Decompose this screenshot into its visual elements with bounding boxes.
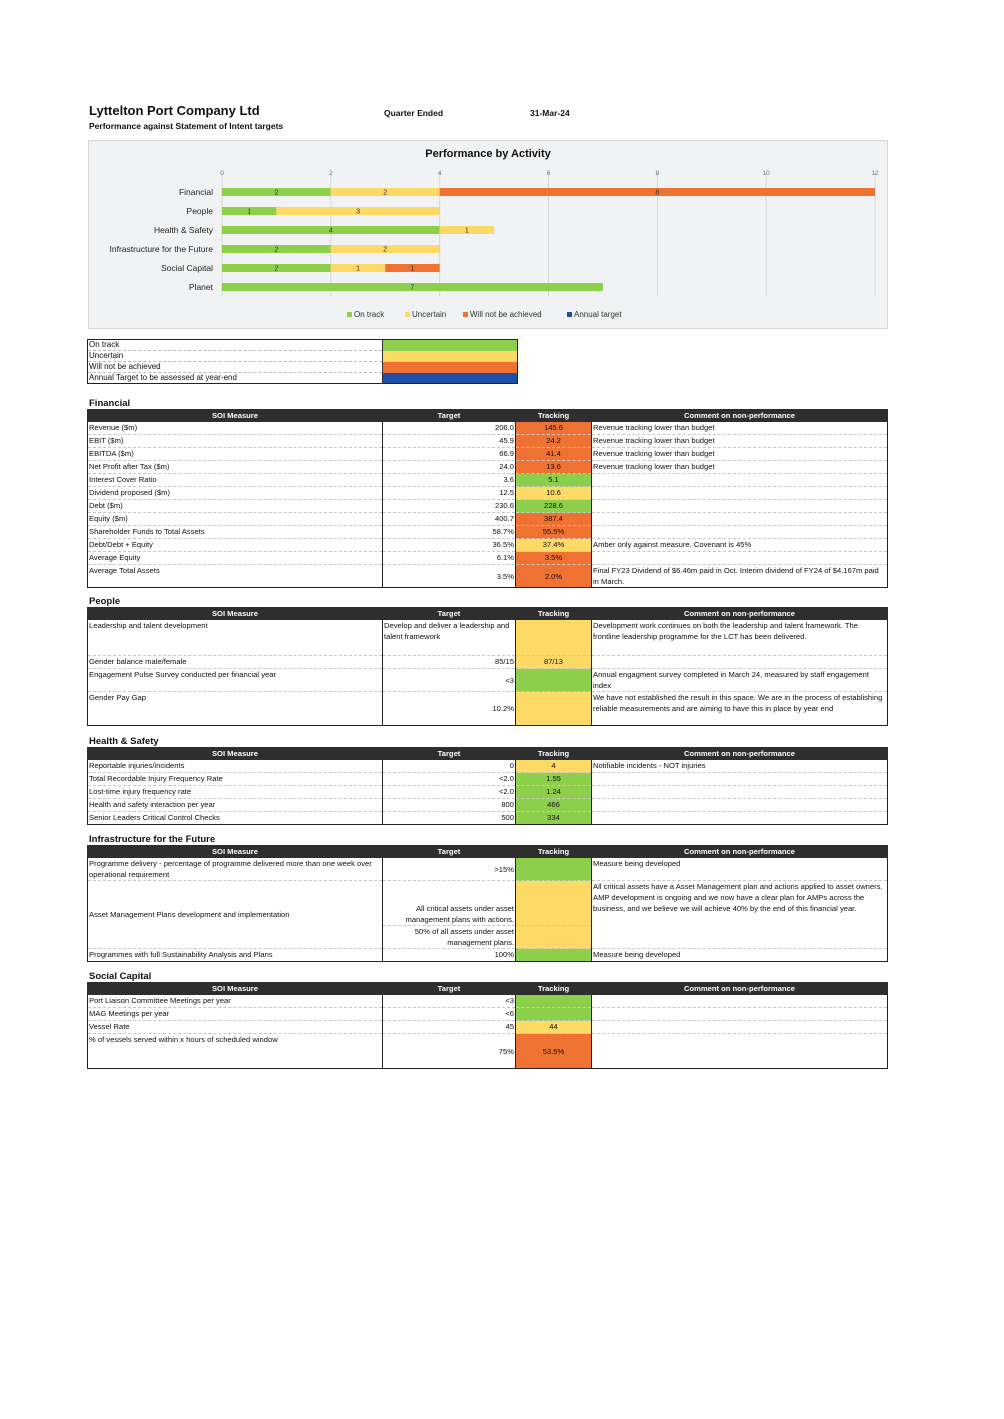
tracking-cell: 1.55 bbox=[516, 773, 592, 786]
comment-cell: Amber only against measure. Covenant is 45% bbox=[592, 539, 888, 552]
target-cell: <2.0 bbox=[383, 786, 516, 799]
chart-title: Performance by Activity bbox=[425, 148, 551, 160]
table-row bbox=[88, 474, 888, 487]
table-row bbox=[88, 812, 888, 825]
table-header-row bbox=[88, 846, 888, 858]
table-row bbox=[88, 669, 888, 692]
data-label: 1 bbox=[464, 227, 469, 235]
tracking-cell: 145.6 bbox=[516, 422, 592, 435]
tracking-cell bbox=[516, 949, 592, 962]
tracking-cell: 387.4 bbox=[516, 513, 592, 526]
column-header-measure: SOI Measure bbox=[88, 748, 383, 760]
comment-cell bbox=[592, 799, 888, 812]
tracking-cell bbox=[516, 620, 592, 656]
comment-cell: Revenue tracking lower than budget bbox=[592, 461, 888, 474]
table-row bbox=[88, 422, 888, 435]
legend-swatch-annual bbox=[383, 373, 518, 384]
target-cell: 10.2% bbox=[383, 692, 516, 726]
target-cell: All critical assets under asset management plans with actions. bbox=[383, 881, 516, 926]
people-table bbox=[87, 607, 888, 726]
column-header-tracking: Tracking bbox=[516, 983, 592, 995]
x-tick-label: 2 bbox=[329, 170, 333, 177]
comment-cell bbox=[592, 513, 888, 526]
table-row bbox=[88, 435, 888, 448]
table-row bbox=[88, 858, 888, 881]
tracking-cell: 55.5% bbox=[516, 526, 592, 539]
column-header-comment: Comment on non-performance bbox=[592, 846, 888, 858]
x-tick-label: 10 bbox=[762, 170, 770, 177]
data-label: 1 bbox=[410, 265, 415, 273]
column-header-comment: Comment on non-performance bbox=[592, 748, 888, 760]
comment-cell bbox=[592, 1021, 888, 1034]
comment-cell bbox=[592, 526, 888, 539]
comment-cell bbox=[592, 500, 888, 513]
target-cell: 100% bbox=[383, 949, 516, 962]
column-header-tracking: Tracking bbox=[516, 748, 592, 760]
measure-cell: EBITDA ($m) bbox=[88, 448, 383, 461]
column-header-comment: Comment on non-performance bbox=[592, 410, 888, 422]
target-cell: 45.9 bbox=[383, 435, 516, 448]
comment-cell bbox=[592, 656, 888, 669]
tracking-cell: 4 bbox=[516, 760, 592, 773]
table-row bbox=[88, 565, 888, 588]
category-label: Financial bbox=[178, 187, 213, 197]
social-capital-table bbox=[87, 982, 888, 1069]
comment-cell: Revenue tracking lower than budget bbox=[592, 448, 888, 461]
measure-cell: Revenue ($m) bbox=[88, 422, 383, 435]
target-cell: 500 bbox=[383, 812, 516, 825]
target-cell: <3 bbox=[383, 669, 516, 692]
tracking-cell: 334 bbox=[516, 812, 592, 825]
table-row bbox=[88, 461, 888, 474]
comment-cell: We have not established the result in this space. We are in the process of establishing reliable measurements and are aiming to have this in place by year end bbox=[592, 692, 888, 726]
quarter-date: 31-Mar-24 bbox=[530, 108, 570, 118]
tracking-cell: 228.6 bbox=[516, 500, 592, 513]
tracking-cell: 466 bbox=[516, 799, 592, 812]
performance-chart bbox=[88, 140, 888, 329]
tracking-cell bbox=[516, 669, 592, 692]
x-tick-label: 8 bbox=[655, 170, 660, 177]
legend-swatch-will-not bbox=[383, 362, 518, 373]
column-header-tracking: Tracking bbox=[516, 608, 592, 620]
table-row bbox=[88, 1034, 888, 1069]
measure-cell: Engagement Pulse Survey conducted per financial year bbox=[88, 669, 383, 692]
column-header-measure: SOI Measure bbox=[88, 410, 383, 422]
measure-cell: Gender Pay Gap bbox=[88, 692, 383, 726]
tracking-cell bbox=[516, 995, 592, 1008]
tracking-cell: 1.24 bbox=[516, 786, 592, 799]
measure-cell: Net Profit after Tax ($m) bbox=[88, 461, 383, 474]
target-cell: Develop and deliver a leadership and talent framework bbox=[383, 620, 516, 656]
table-row bbox=[88, 620, 888, 656]
health-safety-table bbox=[87, 747, 888, 825]
section-title-social: Social Capital bbox=[89, 971, 152, 982]
legend-label: Will not be achieved bbox=[88, 362, 383, 373]
comment-cell bbox=[592, 1034, 888, 1069]
section-title-infra: Infrastructure for the Future bbox=[89, 834, 216, 845]
data-label: 2 bbox=[274, 189, 279, 197]
tracking-cell bbox=[516, 858, 592, 881]
table-row bbox=[88, 773, 888, 786]
legend-entry: Annual target bbox=[574, 310, 622, 319]
financial-table bbox=[87, 409, 888, 588]
legend-entry: Will not be achieved bbox=[470, 310, 542, 319]
measure-cell: Reportable injuries/incidents bbox=[88, 760, 383, 773]
target-cell: 36.5% bbox=[383, 539, 516, 552]
column-header-tracking: Tracking bbox=[516, 410, 592, 422]
tracking-cell: 3.5% bbox=[516, 552, 592, 565]
company-name: Lyttelton Port Company Ltd bbox=[89, 103, 260, 118]
table-row bbox=[88, 656, 888, 669]
table-row bbox=[88, 692, 888, 726]
tracking-cell bbox=[516, 1008, 592, 1021]
table-row bbox=[88, 799, 888, 812]
tracking-cell: 10.6 bbox=[516, 487, 592, 500]
target-cell: 50% of all assets under asset management plans. bbox=[383, 926, 516, 949]
table-row bbox=[88, 760, 888, 773]
section-title-financial: Financial bbox=[89, 398, 131, 409]
target-cell: 206.0 bbox=[383, 422, 516, 435]
status-legend-table bbox=[87, 339, 518, 384]
tracking-cell bbox=[516, 692, 592, 726]
table-row bbox=[88, 1021, 888, 1034]
tracking-cell: 24.2 bbox=[516, 435, 592, 448]
target-cell: 400.7 bbox=[383, 513, 516, 526]
data-label: 3 bbox=[356, 208, 360, 216]
category-label: Social Capital bbox=[161, 263, 213, 273]
category-label: People bbox=[186, 206, 213, 216]
column-header-target: Target bbox=[383, 748, 516, 760]
comment-cell bbox=[592, 474, 888, 487]
table-row bbox=[88, 786, 888, 799]
legend-swatch-uncertain bbox=[383, 351, 518, 362]
legend-swatch bbox=[347, 312, 352, 317]
legend-row bbox=[88, 373, 518, 384]
table-row bbox=[88, 513, 888, 526]
measure-cell: Lost-time injury frequency rate bbox=[88, 786, 383, 799]
table-row bbox=[88, 448, 888, 461]
comment-cell: Measure being developed bbox=[592, 949, 888, 962]
table-header-row bbox=[88, 748, 888, 760]
data-label: 7 bbox=[410, 284, 415, 292]
target-cell: 6.1% bbox=[383, 552, 516, 565]
table-row bbox=[88, 526, 888, 539]
target-cell: 24.0 bbox=[383, 461, 516, 474]
category-label: Planet bbox=[188, 282, 213, 292]
comment-cell: Notifiable incidents - NOT injuries bbox=[592, 760, 888, 773]
column-header-comment: Comment on non-performance bbox=[592, 608, 888, 620]
legend-row bbox=[88, 340, 518, 351]
column-header-measure: SOI Measure bbox=[88, 608, 383, 620]
target-cell: <2.0 bbox=[383, 773, 516, 786]
legend-swatch-on-track bbox=[383, 340, 518, 351]
target-cell: 12.5 bbox=[383, 487, 516, 500]
section-title-health: Health & Safety bbox=[89, 736, 159, 747]
column-header-comment: Comment on non-performance bbox=[592, 983, 888, 995]
report-subtitle: Performance against Statement of Intent targets bbox=[89, 121, 284, 131]
target-cell: >15% bbox=[383, 858, 516, 881]
measure-cell: % of vessels served within x hours of scheduled window bbox=[88, 1034, 383, 1069]
comment-cell bbox=[592, 812, 888, 825]
table-row bbox=[88, 552, 888, 565]
comment-cell bbox=[592, 786, 888, 799]
section-title-people: People bbox=[89, 596, 121, 607]
comment-cell: Annual engagment survey completed in March 24, measured by staff engagement index bbox=[592, 669, 888, 692]
comment-cell: Revenue tracking lower than budget bbox=[592, 422, 888, 435]
comment-cell bbox=[592, 773, 888, 786]
data-label: 1 bbox=[247, 208, 252, 216]
table-header-row bbox=[88, 608, 888, 620]
tracking-cell: 41.4 bbox=[516, 448, 592, 461]
legend-row bbox=[88, 362, 518, 373]
data-label: 2 bbox=[274, 246, 279, 254]
measure-cell: Dividend proposed ($m) bbox=[88, 487, 383, 500]
table-row bbox=[88, 487, 888, 500]
x-tick-label: 12 bbox=[871, 170, 879, 177]
legend-label: On track bbox=[88, 340, 383, 351]
comment-cell: Final FY23 Dividend of $6.46m paid in Oct. Interim dividend of FY24 of $4.167m paid in March. bbox=[592, 565, 888, 588]
comment-cell bbox=[592, 1008, 888, 1021]
data-label: 8 bbox=[655, 189, 660, 197]
table-header-row bbox=[88, 410, 888, 422]
comment-cell bbox=[592, 487, 888, 500]
target-cell: 85/15 bbox=[383, 656, 516, 669]
measure-cell: Senior Leaders Critical Control Checks bbox=[88, 812, 383, 825]
target-cell: <6 bbox=[383, 1008, 516, 1021]
infrastructure-table bbox=[87, 845, 888, 962]
x-tick-label: 0 bbox=[220, 170, 224, 177]
tracking-cell: 37.4% bbox=[516, 539, 592, 552]
measure-cell: Shareholder Funds to Total Assets bbox=[88, 526, 383, 539]
legend-label: Uncertain bbox=[88, 351, 383, 362]
tracking-cell: 53.5% bbox=[516, 1034, 592, 1069]
column-header-target: Target bbox=[383, 608, 516, 620]
measure-cell: Vessel Rate bbox=[88, 1021, 383, 1034]
comment-cell bbox=[592, 552, 888, 565]
legend-entry: On track bbox=[354, 310, 385, 319]
legend-swatch bbox=[405, 312, 410, 317]
measure-cell: Health and safety interaction per year bbox=[88, 799, 383, 812]
column-header-measure: SOI Measure bbox=[88, 983, 383, 995]
x-tick-label: 6 bbox=[546, 170, 551, 177]
target-cell: 75% bbox=[383, 1034, 516, 1069]
measure-cell: Average Equity bbox=[88, 552, 383, 565]
legend-entry: Uncertain bbox=[412, 310, 447, 319]
quarter-label: Quarter Ended bbox=[384, 108, 444, 118]
comment-cell: Development work continues on both the leadership and talent framework. The frontline leadership programme for the LCT has been delivered. bbox=[592, 620, 888, 656]
target-cell: 230.6 bbox=[383, 500, 516, 513]
column-header-target: Target bbox=[383, 846, 516, 858]
column-header-target: Target bbox=[383, 410, 516, 422]
target-cell: 45 bbox=[383, 1021, 516, 1034]
legend-label: Annual Target to be assessed at year-end bbox=[88, 373, 383, 384]
target-cell: 66.9 bbox=[383, 448, 516, 461]
comment-cell bbox=[592, 995, 888, 1008]
x-tick-label: 4 bbox=[437, 170, 442, 177]
table-row bbox=[88, 995, 888, 1008]
data-label: 2 bbox=[274, 265, 279, 273]
target-cell: 58.7% bbox=[383, 526, 516, 539]
category-label: Infrastructure for the Future bbox=[109, 244, 213, 254]
measure-cell: Total Recordable Injury Frequency Rate bbox=[88, 773, 383, 786]
table-row bbox=[88, 539, 888, 552]
legend-swatch bbox=[567, 312, 572, 317]
comment-cell: All critical assets have a Asset Management plan and actions applied to asset owners. AMP development is ongoing and we now have a clear plan for AMPs across the business, and we believe we will achieve 40% by the end of this financial year. bbox=[592, 881, 888, 949]
data-label: 2 bbox=[383, 246, 388, 254]
measure-cell: Leadership and talent development bbox=[88, 620, 383, 656]
measure-cell: Gender balance male/female bbox=[88, 656, 383, 669]
measure-cell: Programmes with full Sustainability Analysis and Plans bbox=[88, 949, 383, 962]
measure-cell: Average Total Assets bbox=[88, 565, 383, 588]
tracking-cell: 87/13 bbox=[516, 656, 592, 669]
measure-cell: Programme delivery - percentage of programme delivered more than one week over operational requirement bbox=[88, 858, 383, 881]
tracking-cell: 5.1 bbox=[516, 474, 592, 487]
measure-cell: EBIT ($m) bbox=[88, 435, 383, 448]
measure-cell: MAG Meetings per year bbox=[88, 1008, 383, 1021]
target-cell: <3 bbox=[383, 995, 516, 1008]
tracking-cell bbox=[516, 926, 592, 949]
table-row bbox=[88, 500, 888, 513]
column-header-tracking: Tracking bbox=[516, 846, 592, 858]
target-cell: 3.6 bbox=[383, 474, 516, 487]
column-header-target: Target bbox=[383, 983, 516, 995]
column-header-measure: SOI Measure bbox=[88, 846, 383, 858]
target-cell: 3.5% bbox=[383, 565, 516, 588]
tracking-cell: 44 bbox=[516, 1021, 592, 1034]
table-row bbox=[88, 1008, 888, 1021]
target-cell: 800 bbox=[383, 799, 516, 812]
legend-swatch bbox=[463, 312, 468, 317]
table-row bbox=[88, 949, 888, 962]
measure-cell: Interest Cover Ratio bbox=[88, 474, 383, 487]
table-header-row bbox=[88, 983, 888, 995]
data-label: 4 bbox=[328, 227, 333, 235]
comment-cell: Measure being developed bbox=[592, 858, 888, 881]
chart-canvas bbox=[89, 141, 887, 328]
measure-cell: Equity ($m) bbox=[88, 513, 383, 526]
measure-cell: Asset Management Plans development and implementation bbox=[88, 881, 383, 949]
target-cell: 0 bbox=[383, 760, 516, 773]
data-label: 2 bbox=[383, 189, 388, 197]
measure-cell: Debt ($m) bbox=[88, 500, 383, 513]
tracking-cell bbox=[516, 881, 592, 926]
tracking-cell: 13.6 bbox=[516, 461, 592, 474]
legend-row bbox=[88, 351, 518, 362]
measure-cell: Debt/Debt + Equity bbox=[88, 539, 383, 552]
measure-cell: Port Liaison Committee Meetings per year bbox=[88, 995, 383, 1008]
comment-cell: Revenue tracking lower than budget bbox=[592, 435, 888, 448]
category-label: Health & Safety bbox=[153, 225, 213, 235]
tracking-cell: 2.0% bbox=[516, 565, 592, 588]
table-row bbox=[88, 881, 888, 926]
data-label: 1 bbox=[356, 265, 360, 273]
